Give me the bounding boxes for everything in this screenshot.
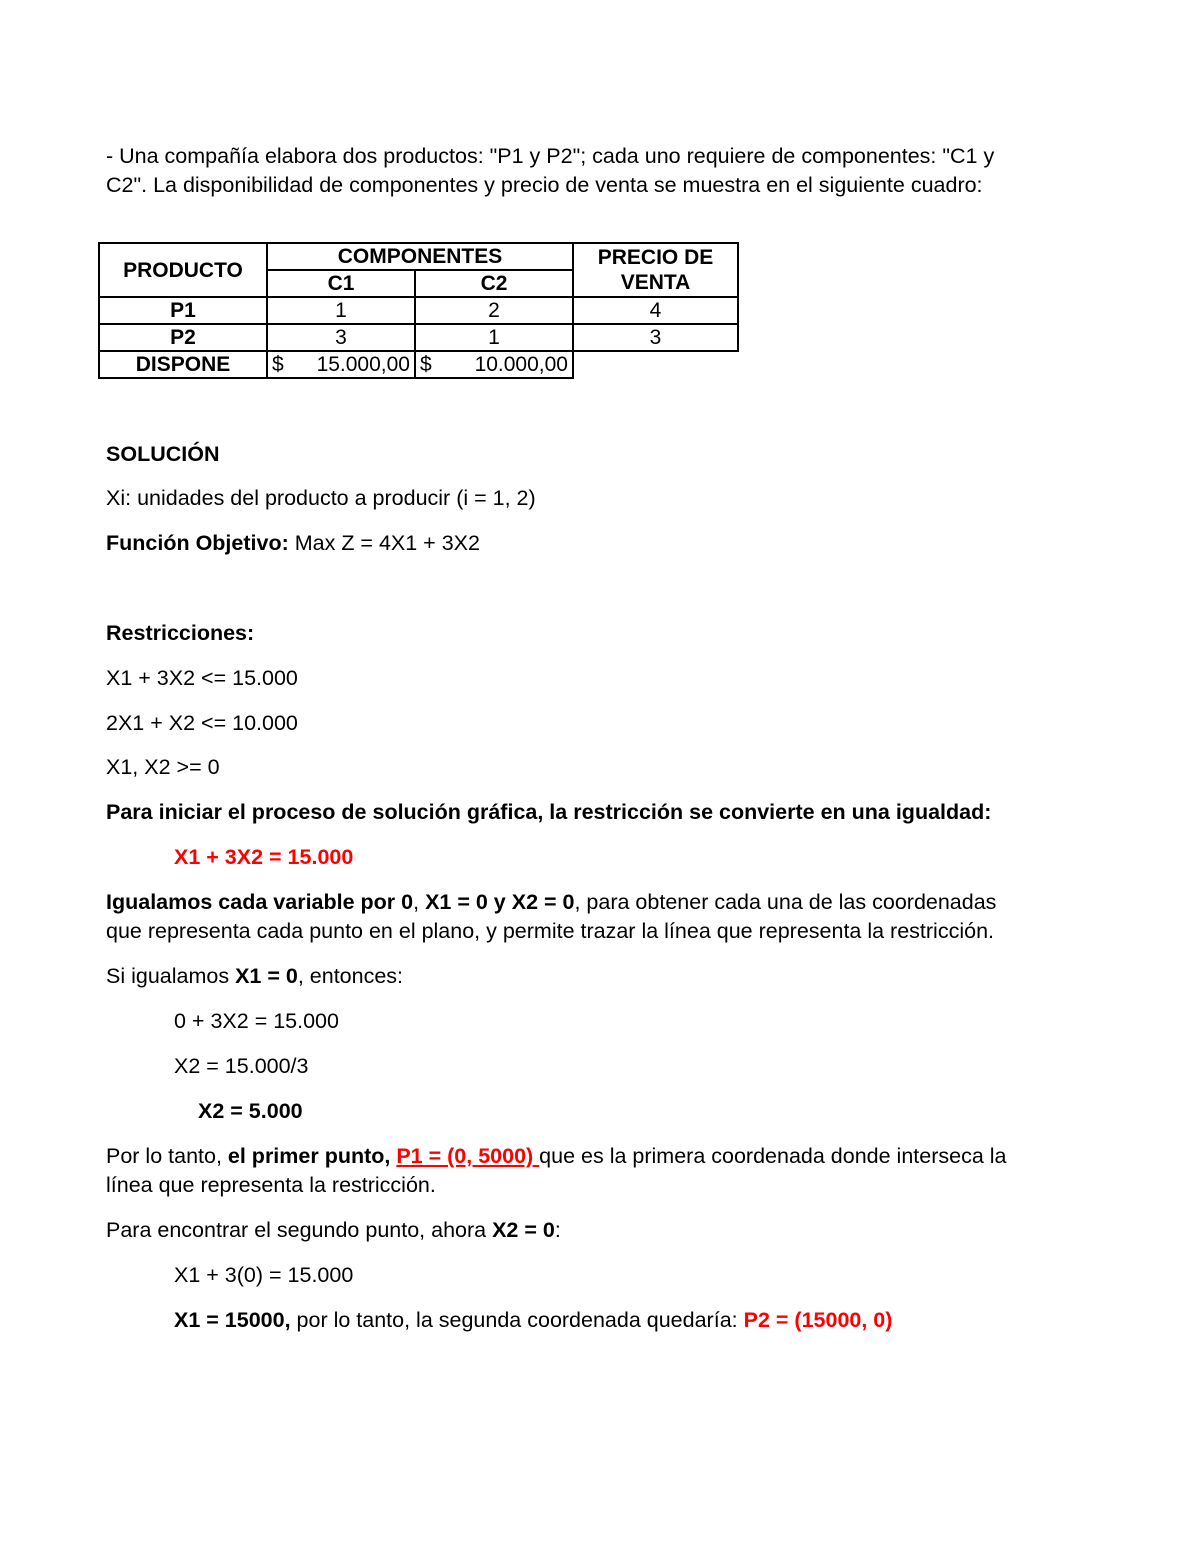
dispone-c1 xyxy=(267,351,415,378)
dispone-c2 xyxy=(415,351,573,378)
header-producto: PRODUCTO xyxy=(99,243,267,297)
row-c2: 1 xyxy=(415,324,573,351)
dispone-c2-currency: $ xyxy=(420,353,432,376)
components-table xyxy=(98,242,739,379)
row-precio: 3 xyxy=(573,324,738,351)
si-igualamos-a: Si igualamos xyxy=(106,964,236,988)
dispone-c1-currency: $ xyxy=(272,353,284,376)
solucion-title: SOLUCIÓN xyxy=(106,442,220,466)
igualamos-sep: , xyxy=(413,890,426,914)
igualamos-rest: , para obtener cada una de las coordenadas xyxy=(574,890,997,914)
restriction-1: X1 + 3X2 <= 15.000 xyxy=(106,666,298,690)
row-c1: 3 xyxy=(267,324,415,351)
header-precio-line1: PRECIO DE xyxy=(597,246,714,269)
proceso-text: Para iniciar el proceso de solución gráfica, la restricción se convierte en una igualdad: xyxy=(106,800,992,824)
xi-definition: Xi: unidades del producto a producir (i = 1, 2) xyxy=(106,486,536,510)
row-c2: 2 xyxy=(415,297,573,324)
igualamos-vars: X1 = 0 y X2 = 0 xyxy=(425,890,575,914)
header-componentes: COMPONENTES xyxy=(267,243,573,270)
empty-cell xyxy=(573,351,738,378)
primer-punto-a: Por lo tanto, xyxy=(106,1144,228,1168)
primer-punto-d: que es la primera coordenada donde interseca la xyxy=(539,1144,1007,1168)
objective-function xyxy=(106,529,480,558)
table-row-dispone xyxy=(99,351,738,378)
row-name: P2 xyxy=(99,324,267,351)
equality-equation: X1 + 3X2 = 15.000 xyxy=(174,845,354,869)
equation-2: X2 = 15.000/3 xyxy=(174,1054,309,1078)
equation-1: 0 + 3X2 = 15.000 xyxy=(174,1009,339,1033)
igualamos-line-1 xyxy=(106,888,996,917)
intro-line-1: - Una compañía elabora dos productos: "P1 y P2"; cada uno requiere de componentes: "C1 y xyxy=(106,144,995,168)
row-c1: 1 xyxy=(267,297,415,324)
header-precio-line2: VENTA xyxy=(620,271,691,294)
dispone-c1-value: 15.000,00 xyxy=(316,353,410,376)
row-name: P1 xyxy=(99,297,267,324)
table-row xyxy=(99,324,738,351)
primer-punto-line-1 xyxy=(106,1142,1007,1171)
restriction-3: X1, X2 >= 0 xyxy=(106,755,220,779)
igualamos-bold: Igualamos cada variable por 0 xyxy=(106,890,414,914)
primer-punto-coord: P1 = (0, 5000) xyxy=(396,1144,540,1168)
final-b: por lo tanto, la segunda coordenada quedaría: xyxy=(290,1308,744,1332)
igualamos-line-2: que representa cada punto en el plano, y permite trazar la línea que representa la restricción. xyxy=(106,919,994,943)
segundo-punto-b: X2 = 0 xyxy=(492,1218,555,1242)
final-coord: P2 = (15000, 0) xyxy=(743,1308,893,1332)
dispone-label: DISPONE xyxy=(99,351,267,378)
primer-punto-b: el primer punto, xyxy=(227,1144,397,1168)
si-igualamos-line xyxy=(106,962,403,991)
objective-label: Función Objetivo: xyxy=(106,531,289,555)
primer-punto-line-2: línea que representa la restricción. xyxy=(106,1173,436,1197)
header-precio xyxy=(573,243,738,297)
restricciones-title: Restricciones: xyxy=(106,621,255,645)
dispone-c2-value: 10.000,00 xyxy=(474,353,568,376)
final-a: X1 = 15000, xyxy=(174,1308,291,1332)
header-c1: C1 xyxy=(267,270,415,297)
equation-4: X1 + 3(0) = 15.000 xyxy=(174,1263,354,1287)
segundo-punto-a: Para encontrar el segundo punto, ahora xyxy=(106,1218,493,1242)
intro-line-2: C2". La disponibilidad de componentes y precio de venta se muestra en el siguiente cuadro: xyxy=(106,173,983,197)
equation-3: X2 = 5.000 xyxy=(198,1099,303,1123)
segundo-punto-line xyxy=(106,1216,561,1245)
segundo-punto-c: : xyxy=(554,1218,561,1242)
header-c2: C2 xyxy=(415,270,573,297)
objective-value: Max Z = 4X1 + 3X2 xyxy=(288,531,480,555)
si-igualamos-b: X1 = 0 xyxy=(235,964,298,988)
table-row xyxy=(99,297,738,324)
si-igualamos-c: , entonces: xyxy=(297,964,404,988)
row-precio: 4 xyxy=(573,297,738,324)
restriction-2: 2X1 + X2 <= 10.000 xyxy=(106,711,298,735)
final-line xyxy=(174,1306,892,1335)
